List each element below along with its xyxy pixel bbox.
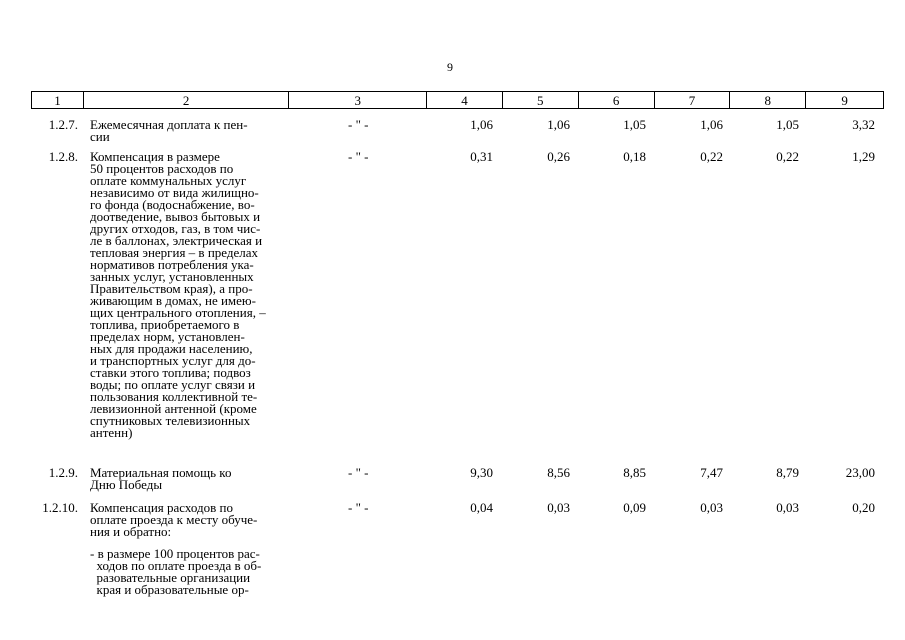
row-number: 1.2.9. <box>48 465 78 480</box>
row-value-col-8: 0,03 <box>776 500 799 515</box>
row-value-col-7: 7,47 <box>700 465 723 480</box>
header-col-2: 2 <box>84 92 290 108</box>
page-number: 9 <box>447 60 453 74</box>
row-name: Ежемесячная доплата к пен- сии <box>90 117 248 144</box>
header-col-8: 8 <box>730 92 806 108</box>
row-value-col-6: 0,09 <box>623 500 646 515</box>
row-unit: - " - <box>348 117 369 132</box>
row-subitem: - в размере 100 процентов рас- ходов по оплате проезда в об- разовательные организации края и образовательные ор- <box>90 546 262 597</box>
row-value-col-4: 0,31 <box>470 149 493 164</box>
header-col-1: 1 <box>32 92 84 108</box>
row-value-col-5: 8,56 <box>547 465 570 480</box>
row-value-col-5: 0,26 <box>547 149 570 164</box>
row-value-col-6: 8,85 <box>623 465 646 480</box>
header-col-6: 6 <box>579 92 655 108</box>
row-unit: - " - <box>348 465 369 480</box>
row-value-col-9: 1,29 <box>852 149 875 164</box>
table-header-row <box>31 91 884 109</box>
row-value-col-9: 23,00 <box>845 465 875 480</box>
row-value-col-4: 0,04 <box>470 500 493 515</box>
row-unit: - " - <box>348 500 369 515</box>
row-value-col-7: 0,03 <box>700 500 723 515</box>
row-value-col-8: 1,05 <box>776 117 799 132</box>
row-value-col-5: 1,06 <box>547 117 570 132</box>
row-value-col-8: 8,79 <box>776 465 799 480</box>
row-value-col-6: 0,18 <box>623 149 646 164</box>
header-col-3: 3 <box>289 92 427 108</box>
row-value-col-9: 3,32 <box>852 117 875 132</box>
header-col-7: 7 <box>655 92 731 108</box>
row-number: 1.2.8. <box>48 149 78 164</box>
row-value-col-6: 1,05 <box>623 117 646 132</box>
row-value-col-9: 0,20 <box>852 500 875 515</box>
row-value-col-5: 0,03 <box>547 500 570 515</box>
row-name: Компенсация расходов по оплате проезда к месту обуче- ния и обратно: <box>90 500 258 539</box>
row-unit: - " - <box>348 149 369 164</box>
row-value-col-7: 1,06 <box>700 117 723 132</box>
header-col-5: 5 <box>503 92 579 108</box>
header-col-4: 4 <box>427 92 503 108</box>
row-number: 1.2.7. <box>48 117 78 132</box>
row-number: 1.2.10. <box>42 500 78 515</box>
row-value-col-8: 0,22 <box>776 149 799 164</box>
row-name: Компенсация в размере 50 процентов расходов по оплате коммунальных услуг независимо от вида жилищно- го фонда (водоснабжение, во- доотведение, вывоз бытовых и других отходов, газ, в том чис- ле в баллонах, электрическая и тепловая энергия – в пределах нормативов потребления ука- занных услуг, установленных Правительством края), а про- живающим в домах, не имею- щих центрального отопления, – топлива, приобретаемого в пределах норм, установлен- ных для продажи населению, и транспортных услуг для до- ставки этого топлива; подвоз воды; по оплате услуг связи и пользования коллективной те- левизионной антенной (кроме спутниковых телевизионных антенн) <box>90 149 266 440</box>
row-value-col-4: 9,30 <box>470 465 493 480</box>
row-value-col-7: 0,22 <box>700 149 723 164</box>
header-col-9: 9 <box>841 93 848 108</box>
row-value-col-4: 1,06 <box>470 117 493 132</box>
row-name: Материальная помощь ко Дню Победы <box>90 465 232 492</box>
